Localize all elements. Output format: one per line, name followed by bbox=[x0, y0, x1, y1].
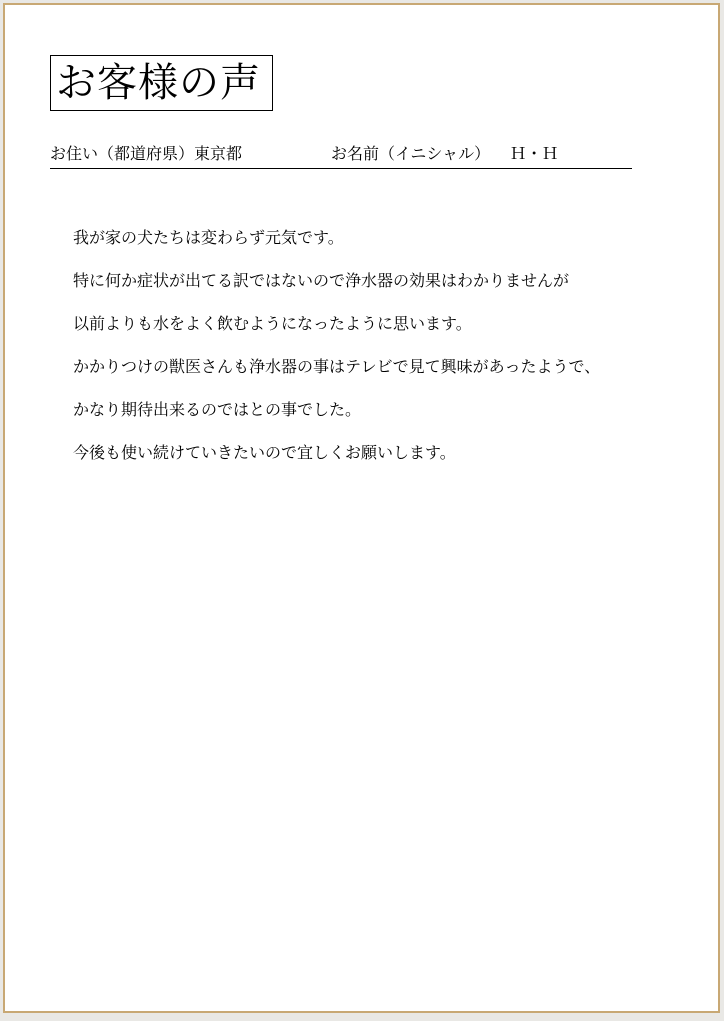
residence-label: お住い（都道府県） bbox=[50, 146, 195, 163]
testimonial-line-6: 今後も使い続けていきたいので宜しくお願いします。 bbox=[73, 445, 456, 462]
document-title: お客様の声 bbox=[56, 60, 261, 106]
testimonial-line-5: かなり期待出来るのではとの事でした。 bbox=[73, 402, 362, 419]
document-page bbox=[3, 3, 720, 1013]
name-label: お名前（イニシャル） bbox=[331, 146, 491, 163]
testimonial-text bbox=[73, 231, 688, 489]
residence-value: 東京都 bbox=[194, 146, 243, 163]
name-value: Ｈ・Ｈ bbox=[510, 146, 559, 163]
document-title-box bbox=[50, 55, 273, 111]
testimonial-line-2: 特に何か症状が出てる訳ではないので浄水器の効果はわかりませんが bbox=[73, 273, 570, 290]
testimonial-line-1: 我が家の犬たちは変わらず元気です。 bbox=[73, 230, 344, 247]
testimonial-line-3: 以前よりも水をよく飲むようになったように思います。 bbox=[73, 316, 472, 333]
customer-info-line bbox=[50, 146, 632, 169]
testimonial-line-4: かかりつけの獣医さんも浄水器の事はテレビで見て興味があったようで、 bbox=[73, 359, 601, 376]
